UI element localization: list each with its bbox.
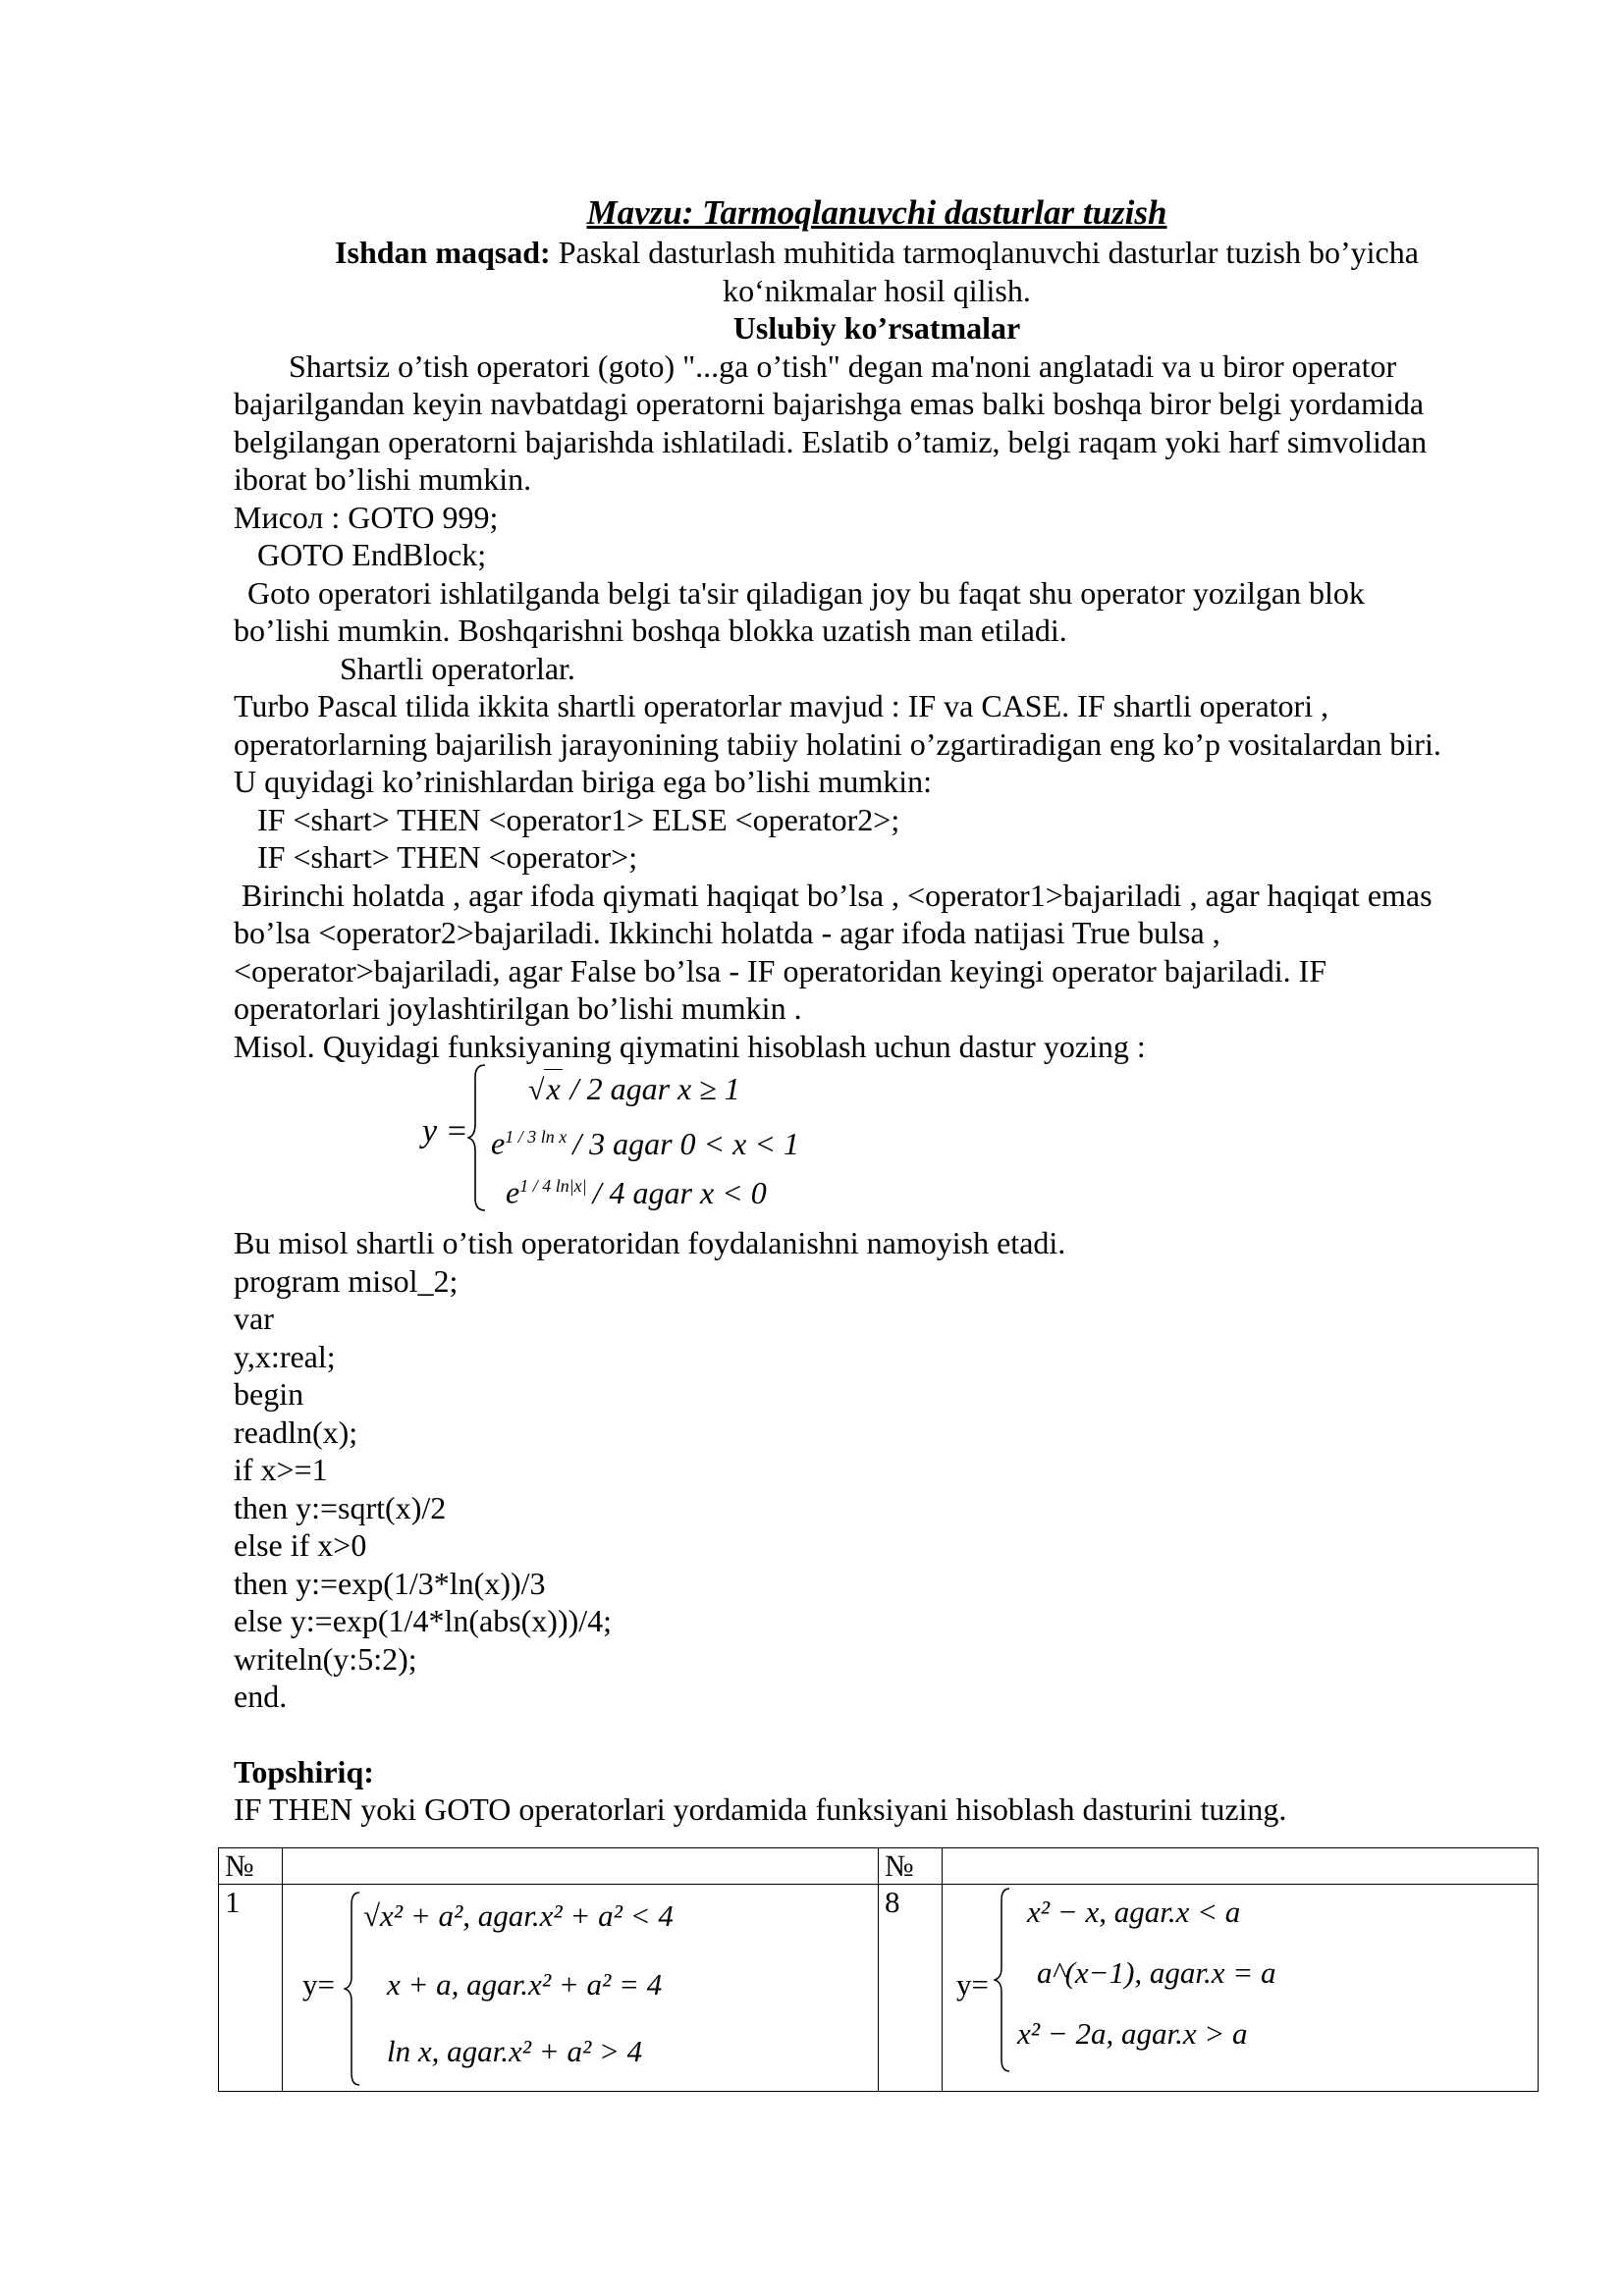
task-y-label: y= — [302, 1967, 335, 2002]
task-formula-line: a^(x−1), agar.x = a — [1037, 1955, 1276, 1990]
syntax-line: IF <shart> THEN <operator1> ELSE <operator2>; — [257, 801, 900, 837]
goal-text-1: Paskal dasturlash muhitida tarmoqlanuvchi dasturlar tuzish bo’yicha — [558, 235, 1419, 270]
formula-exp-base: e — [506, 1174, 520, 1210]
code-line: y,x:real; — [234, 1338, 336, 1374]
paragraph-line: belgilangan operatorni bajarishda ishlatiladi. Eslatib o’tamiz, belgi raqam yoki harf simvolidan — [234, 423, 1428, 459]
paragraph-line: Turbo Pascal tilida ikkita shartli operatorlar mavjud : IF va CASE. IF shartli operatori , — [234, 688, 1329, 723]
paragraph-line: Birinchi holatda , agar ifoda qiymati haqiqat bo’lsa , <operator1>bajariladi , agar haqiqat emas — [242, 877, 1433, 913]
formula-row-3 — [506, 1167, 767, 1211]
document-page — [234, 192, 1520, 1829]
goal-line-1 — [234, 234, 1520, 272]
formula-exp-base: e — [491, 1125, 506, 1161]
task-formula-line: √x² + a², agar.x² + a² < 4 — [363, 1898, 674, 1933]
left-brace-icon — [344, 1891, 361, 2087]
task-y-label: y= — [956, 1967, 989, 2002]
code-line: else if x>0 — [234, 1527, 367, 1563]
code-listing — [234, 1262, 1520, 1716]
code-line: if x>=1 — [234, 1452, 328, 1487]
example-line: GOTO EndBlock; — [257, 537, 487, 572]
task-formula-cell — [943, 1885, 1539, 2092]
formula-exponent: 1 / 4 ln|x| — [519, 1176, 587, 1196]
section-heading: Uslubiy ko’rsatmalar — [732, 310, 1021, 346]
code-line: then y:=sqrt(x)/2 — [234, 1489, 447, 1525]
paragraph-line: operatorlarning bajarilish jarayonining tabiiy holatini o’zgartiradigan eng ko’p vositalardan biri. — [234, 725, 1441, 762]
left-brace-icon — [467, 1063, 487, 1212]
paragraph-line: U quyidagi ko’rinishlardan biriga ega bo’lishi mumkin: — [234, 764, 932, 799]
code-line: then y:=exp(1/3*ln(x))/3 — [234, 1565, 546, 1601]
task-formula-cell — [283, 1885, 879, 2092]
page-title: Mavzu: Tarmoqlanuvchi dasturlar tuzish — [586, 193, 1167, 232]
paragraph-line: Bu misol shartli o’tish operatoridan foydalanishni namoyish etadi. — [234, 1225, 1066, 1260]
formula-row-1-rest: / 2 agar x ≥ 1 — [569, 1071, 740, 1106]
task-table — [218, 1847, 1539, 2092]
paragraph-line: bajarilgandan keyin navbatdagi operatorni bajarishga emas balki boshqa biror belgi yordamida — [234, 386, 1425, 421]
table-header-cell — [283, 1848, 879, 1885]
syntax-line: IF <shart> THEN <operator>; — [257, 839, 638, 875]
paragraph-line: Shartsiz o’tish operatori (goto) "...ga o’tish" degan ma'noni anglatadi va u biror operator — [289, 347, 1397, 384]
code-line: readln(x); — [234, 1414, 358, 1450]
task-heading: Topshiriq: — [234, 1753, 374, 1789]
formula-row-2 — [491, 1118, 799, 1162]
task-formula-line: x + a, agar.x² + a² = 4 — [387, 1967, 663, 2002]
paragraph-line: bo’lishi mumkin. Boshqarishni boshqa blokka uzatish man etiladi. — [234, 613, 1067, 648]
paragraph-line: operatorlari joylashtirilgan bo’lishi mumkin . — [234, 990, 802, 1026]
piecewise-formula — [234, 1067, 1520, 1214]
task-formula-line: ln x, agar.x² + a² > 4 — [387, 2034, 643, 2068]
example-line: Мисол : GOTO 999; — [234, 499, 499, 535]
table-header-number: № — [879, 1848, 943, 1885]
formula-sqrt-arg: x — [546, 1071, 561, 1106]
paragraph-line: <operator>bajariladi, agar False bo’lsa - IF operatoridan keyingi operator bajariladi. IF — [234, 952, 1327, 988]
table-header-number: № — [219, 1848, 283, 1885]
table-header-cell — [943, 1848, 1539, 1885]
paragraph-line: iborat bo’lishi mumkin. — [234, 461, 532, 497]
code-line: begin — [234, 1376, 304, 1412]
formula-lhs: y = — [422, 1113, 468, 1149]
formula-row-2-rest: / 3 agar 0 < x < 1 — [572, 1125, 799, 1161]
goal-line-2: ko‘nikmalar hosil qilish. — [723, 272, 1031, 308]
task-text: IF THEN yoki GOTO operatorlari yordamida funksiyani hisoblash dasturini tuzing. — [234, 1791, 1287, 1827]
formula-row-3-rest: / 4 agar x < 0 — [592, 1174, 767, 1210]
task-formula-line: x² − 2a, agar.x > a — [1017, 2016, 1248, 2051]
code-line: end. — [234, 1679, 288, 1714]
left-brace-icon — [994, 1887, 1011, 2073]
table-row — [219, 1885, 1539, 2092]
paragraph-line: Goto operatori ishlatilganda belgi ta'sir qiladigan joy bu faqat shu operator yozilgan blok — [247, 574, 1365, 611]
paragraph-line: Misol. Quyidagi funksiyaning qiymatini hisoblash uchun dastur yozing : — [234, 1028, 1146, 1064]
task-number: 1 — [219, 1885, 283, 2092]
task-number: 8 — [879, 1885, 943, 2092]
subheading: Shartli operatorlar. — [340, 650, 575, 686]
goal-label: Ishdan maqsad: — [335, 235, 551, 270]
code-line: var — [234, 1301, 274, 1336]
code-line: program misol_2; — [234, 1262, 459, 1299]
task-formula-line: x² − x, agar.x < a — [1027, 1895, 1241, 1929]
formula-row-1: √x / 2 agar x ≥ 1 — [528, 1071, 740, 1106]
code-line: else y:=exp(1/4*ln(abs(x)))/4; — [234, 1603, 613, 1638]
formula-exponent: 1 / 3 ln x — [505, 1127, 568, 1147]
paragraph-line: bo’lsa <operator2>bajariladi. Ikkinchi holatda - agar ifoda natijasi True bulsa , — [234, 915, 1220, 950]
table-header-row — [219, 1848, 1539, 1885]
code-line: writeln(y:5:2); — [234, 1640, 417, 1677]
